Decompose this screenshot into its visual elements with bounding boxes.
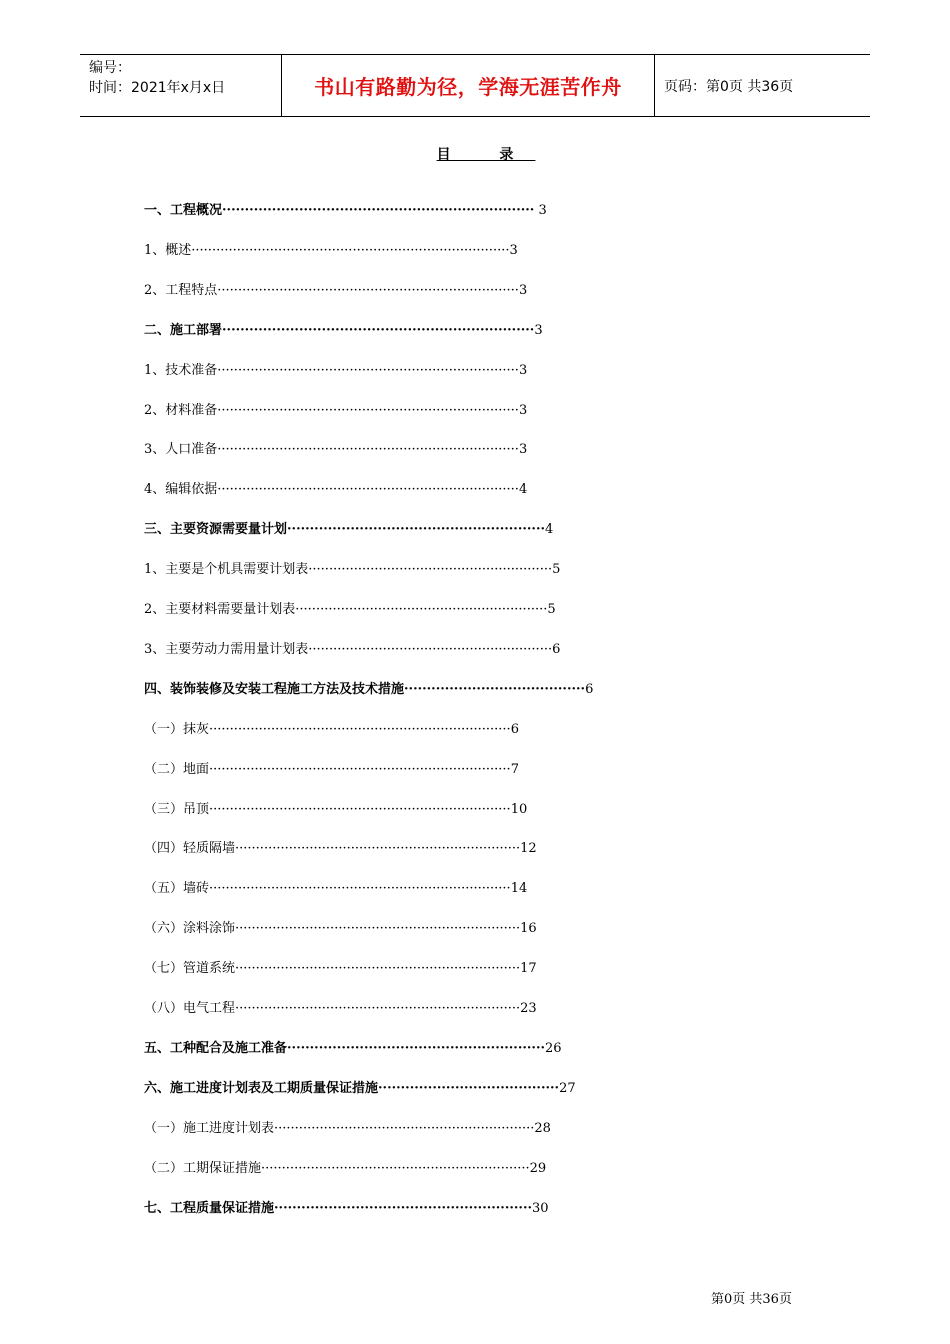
toc-leader-dots: ········································································· — [209, 761, 511, 777]
toc-entry[interactable] — [144, 639, 560, 661]
page-header — [80, 54, 870, 117]
toc-page-number: 3 — [509, 242, 518, 258]
toc-leader-dots: ························································· — [274, 1200, 532, 1216]
toc-entry[interactable] — [144, 958, 537, 980]
toc-entry-title: 三、主要资源需要量计划 — [144, 522, 288, 538]
toc-page-number: 5 — [547, 602, 556, 617]
toc-leader-dots: ········································································· — [217, 402, 519, 418]
toc-entry[interactable] — [144, 559, 560, 581]
toc-leader-dots: ············································································· — [191, 242, 510, 258]
toc-leader-dots: ····································································· — [222, 203, 535, 218]
toc-entry[interactable] — [144, 998, 537, 1020]
toc-page-number: 3 — [518, 442, 528, 458]
toc-entry[interactable] — [144, 1118, 551, 1140]
toc-leader-dots: ····································································· — [235, 841, 521, 857]
toc-page-number: 14 — [510, 881, 528, 897]
toc-leader-dots: ········································································· — [209, 721, 511, 737]
toc-leader-dots: ····································································· — [222, 322, 535, 338]
toc-page-number: 3 — [518, 362, 528, 378]
toc-leader-dots: ········································································· — [217, 442, 519, 458]
toc-entry[interactable] — [144, 479, 527, 501]
toc-entry-title: 2、工程特点 — [144, 282, 218, 298]
toc-entry-title: 二、施工部署 — [144, 322, 223, 338]
toc-entry[interactable] — [144, 1078, 576, 1100]
toc-entry-title: 3、人口准备 — [144, 442, 218, 458]
toc-page-number: 12 — [520, 841, 537, 857]
toc-page-number: 5 — [552, 562, 561, 578]
toc-page-number: 27 — [559, 1080, 576, 1096]
toc-entry[interactable] — [144, 599, 556, 621]
toc-leader-dots: ········································································· — [217, 362, 519, 378]
toc-entry-title: （六）涂料涂饰 — [144, 921, 236, 937]
toc-entry[interactable] — [144, 838, 537, 860]
toc-leader-dots: ········································································· — [217, 482, 519, 498]
toc-entry-title: （三）吊顶 — [144, 801, 210, 817]
toc-leader-dots: ··························································· — [308, 641, 553, 657]
toc-leader-dots: ······························································· — [274, 1120, 535, 1136]
toc-title: 目 录 — [436, 147, 536, 163]
toc-page-number: 3 — [518, 402, 528, 418]
toc-entry-title: （二）工期保证措施 — [144, 1160, 262, 1176]
toc-page-number: 26 — [545, 1040, 562, 1056]
toc-leader-dots: ························································· — [287, 1040, 545, 1056]
toc-entry-title: 2、主要材料需要量计划表 — [144, 602, 296, 617]
header-motto: 书山有路勤为径，学海无涯苦作舟 — [281, 55, 655, 116]
toc-leader-dots: ········································································· — [217, 282, 519, 298]
toc-page-number: 3 — [534, 203, 547, 218]
toc-entry-title: 七、工程质量保证措施 — [144, 1200, 275, 1216]
toc-entry[interactable] — [144, 1158, 546, 1180]
toc-page-number: 7 — [510, 761, 519, 777]
toc-entry[interactable] — [144, 400, 527, 422]
toc-leader-dots: ········································ — [404, 681, 586, 697]
toc-leader-dots: ··························································· — [308, 562, 553, 578]
document-number-label: 编号： — [89, 60, 131, 76]
toc-page-number: 30 — [532, 1200, 549, 1216]
toc-entry-title: （一）抹灰 — [144, 721, 210, 737]
page-footer: 第0页 共36页 — [711, 1292, 792, 1307]
toc-entry-title: （八）电气工程 — [144, 1001, 236, 1016]
toc-entry[interactable] — [144, 200, 547, 222]
toc-leader-dots: ········································ — [378, 1080, 560, 1096]
toc-entry[interactable] — [144, 439, 527, 461]
toc-page-number: 16 — [520, 921, 537, 937]
toc-entry-title: 一、工程概况 — [144, 203, 223, 218]
toc-entry[interactable] — [144, 719, 519, 741]
toc-entry[interactable] — [144, 1198, 549, 1220]
toc-page-number: 6 — [552, 641, 561, 657]
toc-leader-dots: ········································································· — [209, 801, 511, 817]
toc-entry[interactable] — [144, 519, 553, 541]
header-page-label: 页码：第0页 共36页 — [664, 78, 794, 95]
toc-page-number: 10 — [510, 801, 528, 817]
toc-entry-title: 3、主要劳动力需用量计划表 — [144, 641, 309, 657]
toc-leader-dots: ····································································· — [235, 1001, 521, 1016]
toc-entry-title: 五、工种配合及施工准备 — [144, 1040, 288, 1056]
toc-page-number: 29 — [529, 1160, 547, 1176]
toc-entry-title: （七）管道系统 — [144, 961, 236, 977]
toc-entry[interactable] — [144, 759, 519, 781]
document-time-label: 时间：2021年x月x日 — [89, 80, 226, 96]
toc-entry-title: 4、编辑依据 — [144, 482, 218, 498]
toc-entry-title: （五）墙砖 — [144, 881, 210, 897]
toc-entry[interactable] — [144, 240, 518, 262]
toc-entry-title: 1、概述 — [144, 242, 192, 258]
toc-leader-dots: ························································· — [287, 522, 545, 538]
toc-leader-dots: ····························································· — [295, 602, 548, 617]
toc-entry[interactable] — [144, 320, 543, 342]
toc-page-number: 3 — [518, 282, 528, 298]
toc-entry[interactable] — [144, 878, 527, 900]
toc-entry[interactable] — [144, 280, 527, 302]
toc-entry-title: （二）地面 — [144, 761, 210, 777]
toc-leader-dots: ····································································· — [235, 921, 521, 937]
toc-entry[interactable] — [144, 1038, 562, 1060]
toc-entry-title: （四）轻质隔墙 — [144, 841, 236, 857]
toc-entry[interactable] — [144, 918, 537, 940]
toc-page-number: 4 — [518, 482, 528, 498]
toc-page-number: 6 — [510, 721, 519, 737]
toc-entry[interactable] — [144, 799, 527, 821]
toc-page-number: 17 — [520, 961, 537, 977]
toc-entry-title: 1、技术准备 — [144, 362, 218, 378]
toc-entry-title: 六、施工进度计划表及工期质量保证措施 — [144, 1080, 379, 1096]
toc-entry[interactable] — [144, 679, 593, 701]
toc-entry-title: 2、材料准备 — [144, 402, 218, 418]
toc-page-number: 28 — [534, 1120, 551, 1136]
toc-leader-dots: ································································· — [261, 1160, 530, 1176]
toc-leader-dots: ····································································· — [235, 961, 521, 977]
toc-entry-title: 1、主要是个机具需要计划表 — [144, 562, 309, 578]
toc-entry[interactable] — [144, 360, 527, 382]
toc-leader-dots: ········································································· — [209, 881, 511, 897]
header-meta — [80, 55, 281, 116]
toc-entry-title: （一）施工进度计划表 — [144, 1120, 275, 1136]
toc-page-number: 23 — [520, 1001, 537, 1016]
toc-page-number: 4 — [545, 522, 554, 538]
toc-page-number: 6 — [585, 681, 594, 697]
toc-entry-title: 四、装饰装修及安装工程施工方法及技术措施 — [144, 681, 405, 697]
toc-page-number: 3 — [534, 322, 543, 338]
